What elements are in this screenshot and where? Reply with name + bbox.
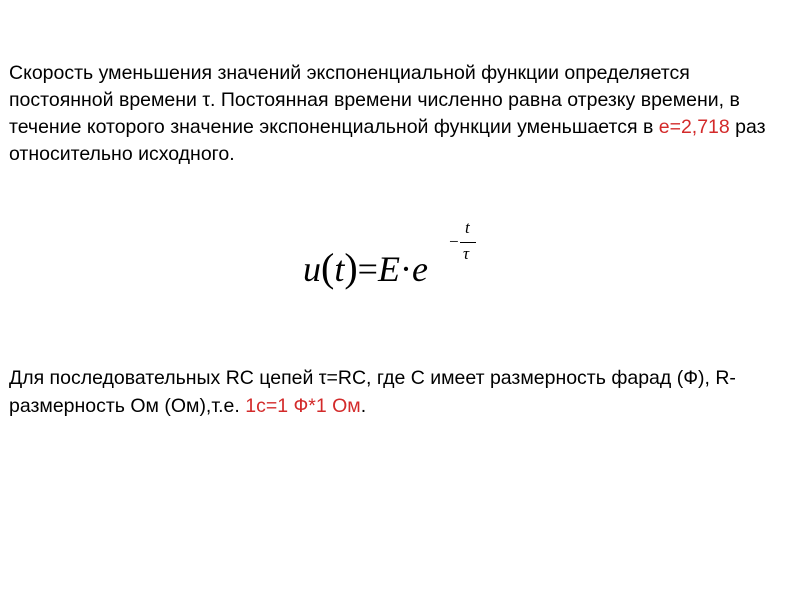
formula-main <box>303 245 428 290</box>
exponent-numerator: t <box>465 218 470 237</box>
formula-open-paren: ( <box>321 245 335 290</box>
formula-exponent <box>449 218 479 268</box>
exponent-denominator: τ <box>463 244 470 263</box>
definition-text: Скорость уменьшения значений экспоненциальной функции определяется постоянной времени τ. Постоянная времени численно равна отрезку времени, в течение которого значение экспоненциальной функции уменьшается в <box>9 62 740 138</box>
exponential-formula <box>303 218 483 293</box>
rc-text: Для последовательных RC цепей τ=RC, где С имеет размерность фарад (Ф), R- размерность Ом (Ом),т.е. <box>9 367 736 417</box>
formula-dot: · <box>399 249 412 289</box>
units-highlight: 1с=1 Ф*1 Ом <box>245 395 361 417</box>
euler-number-highlight: e=2,718 <box>658 116 730 138</box>
exponent-sign: − <box>449 232 459 251</box>
formula-base: e <box>411 249 428 289</box>
formula-function: u <box>303 249 321 289</box>
exponent-fraction-bar <box>460 242 476 243</box>
rc-circuit-paragraph <box>9 364 794 420</box>
formula-close-paren: ) <box>344 245 358 290</box>
definition-paragraph <box>9 60 794 168</box>
formula-coefficient: E <box>377 249 400 289</box>
formula-equals: = <box>357 249 378 289</box>
definition-text-end: раз относительно исходного. <box>9 116 766 165</box>
formula-argument: t <box>334 249 345 289</box>
rc-text-end: . <box>360 395 367 417</box>
